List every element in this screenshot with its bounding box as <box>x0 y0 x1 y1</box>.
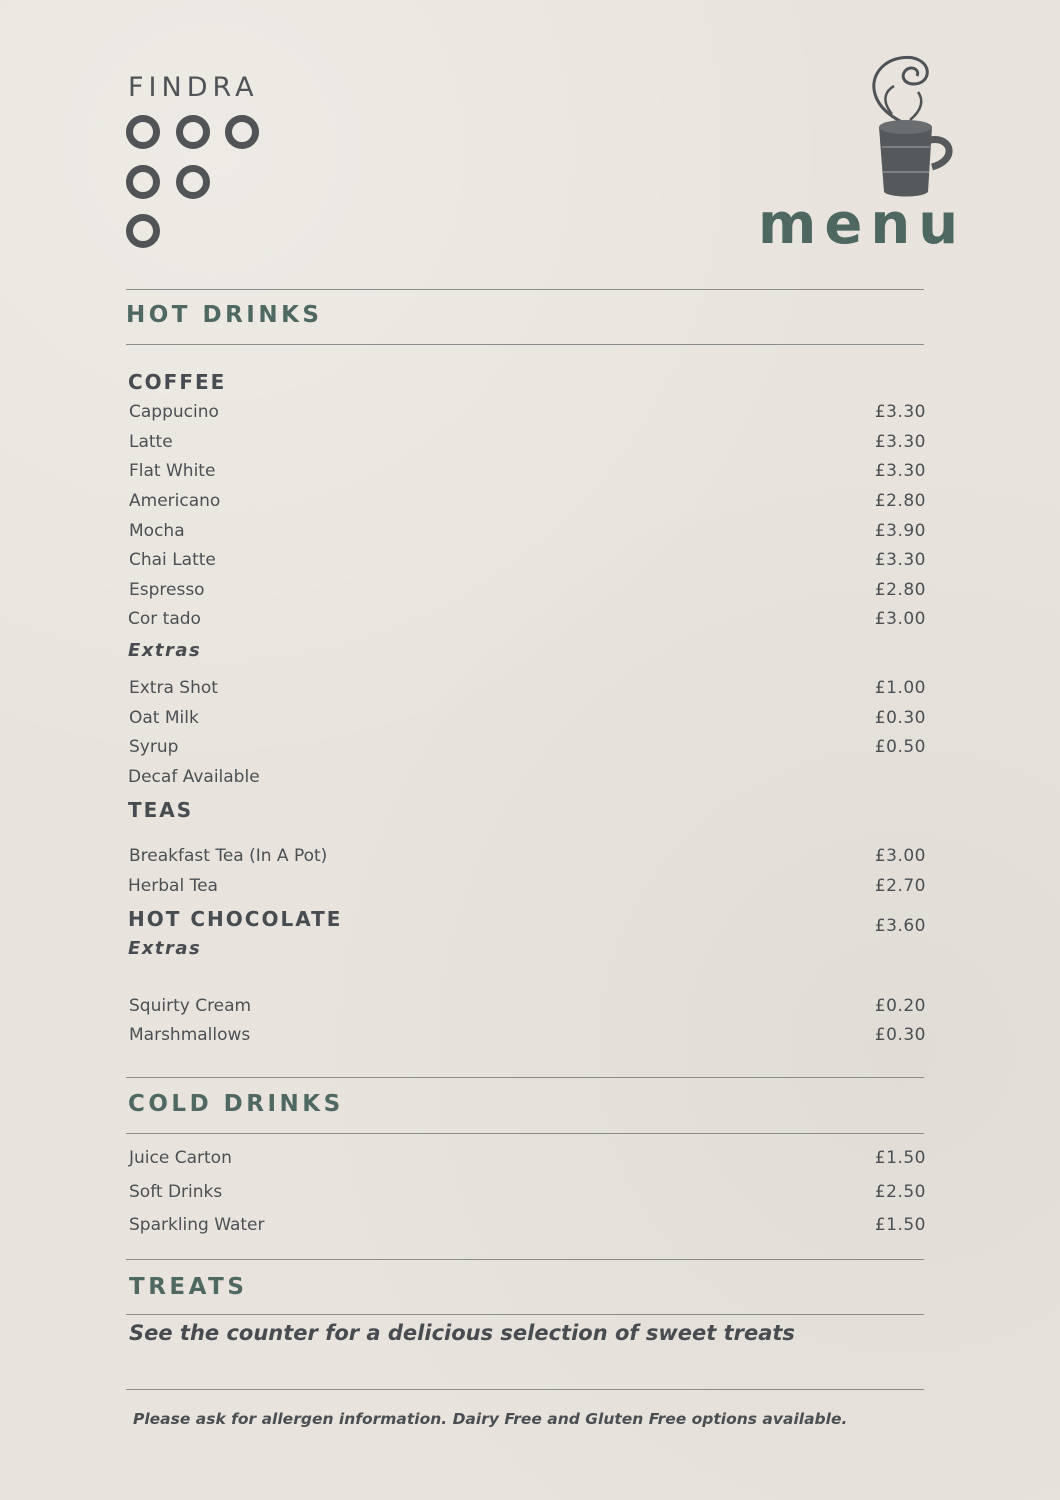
subhead-teas: TEAS <box>128 798 194 822</box>
item-name: Espresso <box>129 580 205 600</box>
menu-item <box>128 767 926 791</box>
menu-item <box>128 521 926 545</box>
section-title-treats: TREATS <box>129 1274 248 1300</box>
item-price: £2.70 <box>874 876 926 896</box>
item-price: £0.30 <box>874 708 926 728</box>
item-price: £0.20 <box>874 996 926 1016</box>
item-name: Chai Latte <box>129 550 216 570</box>
divider <box>126 1389 924 1390</box>
item-name: Americano <box>129 491 221 511</box>
item-price: £1.50 <box>874 1148 926 1168</box>
item-name: Extra Shot <box>129 678 218 698</box>
divider <box>126 344 924 345</box>
menu-item <box>128 678 926 702</box>
menu-item <box>128 708 926 732</box>
extras-label: Extras <box>128 938 202 959</box>
menu-item <box>128 1025 926 1049</box>
item-price: £2.80 <box>874 491 926 511</box>
item-price: £3.90 <box>874 521 926 541</box>
item-price: £3.30 <box>874 550 926 570</box>
logo-dot <box>126 165 160 199</box>
divider <box>126 1259 924 1260</box>
item-name: Soft Drinks <box>129 1182 223 1202</box>
subhead-hot-chocolate: HOT CHOCOLATE <box>128 907 343 931</box>
item-name: Sparkling Water <box>129 1215 265 1235</box>
item-price: £2.80 <box>874 580 926 600</box>
item-name: Cappucino <box>129 402 219 422</box>
item-name: Juice Carton <box>129 1148 232 1168</box>
item-price: £0.30 <box>874 1025 926 1045</box>
menu-item <box>128 1182 926 1206</box>
item-name: Flat White <box>129 461 216 481</box>
item-name: Latte <box>129 432 173 452</box>
logo-dot <box>126 214 160 248</box>
menu-item <box>128 737 926 761</box>
logo-dot <box>225 115 259 149</box>
logo-dot <box>126 115 160 149</box>
item-name: Decaf Available <box>128 767 260 787</box>
menu-item <box>128 876 926 900</box>
item-name: Marshmallows <box>129 1025 251 1045</box>
item-name: Herbal Tea <box>128 876 218 896</box>
menu-title: menu <box>758 192 967 257</box>
allergen-note: Please ask for allergen information. Dairy Free and Gluten Free options available. <box>133 1410 848 1428</box>
brand-name: FINDRA <box>128 72 259 103</box>
item-price: £3.00 <box>874 609 926 629</box>
menu-item <box>128 996 926 1020</box>
item-name: Squirty Cream <box>129 996 252 1016</box>
item-name: Mocha <box>129 521 185 541</box>
item-name: Syrup <box>129 737 179 757</box>
item-price: £1.00 <box>874 678 926 698</box>
item-price: £3.30 <box>874 461 926 481</box>
logo-dot <box>176 165 210 199</box>
logo-dots-icon <box>126 115 266 255</box>
menu-item <box>128 1215 926 1239</box>
item-name: Breakfast Tea (In A Pot) <box>129 846 328 866</box>
menu-item <box>128 402 926 426</box>
hot-chocolate-price: £3.60 <box>874 916 926 936</box>
menu-item <box>128 432 926 456</box>
menu-item <box>128 491 926 515</box>
divider <box>126 1133 924 1134</box>
item-price: £1.50 <box>874 1215 926 1235</box>
coffee-cup-icon <box>862 52 962 202</box>
item-price: £3.00 <box>874 846 926 866</box>
menu-item <box>128 846 926 870</box>
item-name: Cor tado <box>128 609 201 629</box>
menu-item <box>128 461 926 485</box>
subhead-coffee: COFFEE <box>128 370 227 394</box>
divider <box>126 289 924 290</box>
item-name: Oat Milk <box>129 708 199 728</box>
treats-note: See the counter for a delicious selection of sweet treats <box>129 1321 795 1345</box>
item-price: £3.30 <box>874 432 926 452</box>
menu-item <box>128 580 926 604</box>
item-price: £2.50 <box>874 1182 926 1202</box>
item-price: £3.30 <box>874 402 926 422</box>
extras-label: Extras <box>128 640 202 661</box>
section-title-cold-drinks: COLD DRINKS <box>128 1091 344 1117</box>
divider <box>126 1314 924 1315</box>
menu-item <box>128 550 926 574</box>
section-title-hot-drinks: HOT DRINKS <box>126 302 323 328</box>
divider <box>126 1077 924 1078</box>
menu-item <box>128 1148 926 1172</box>
logo-dot <box>176 115 210 149</box>
menu-item <box>128 609 926 633</box>
item-price: £0.50 <box>874 737 926 757</box>
